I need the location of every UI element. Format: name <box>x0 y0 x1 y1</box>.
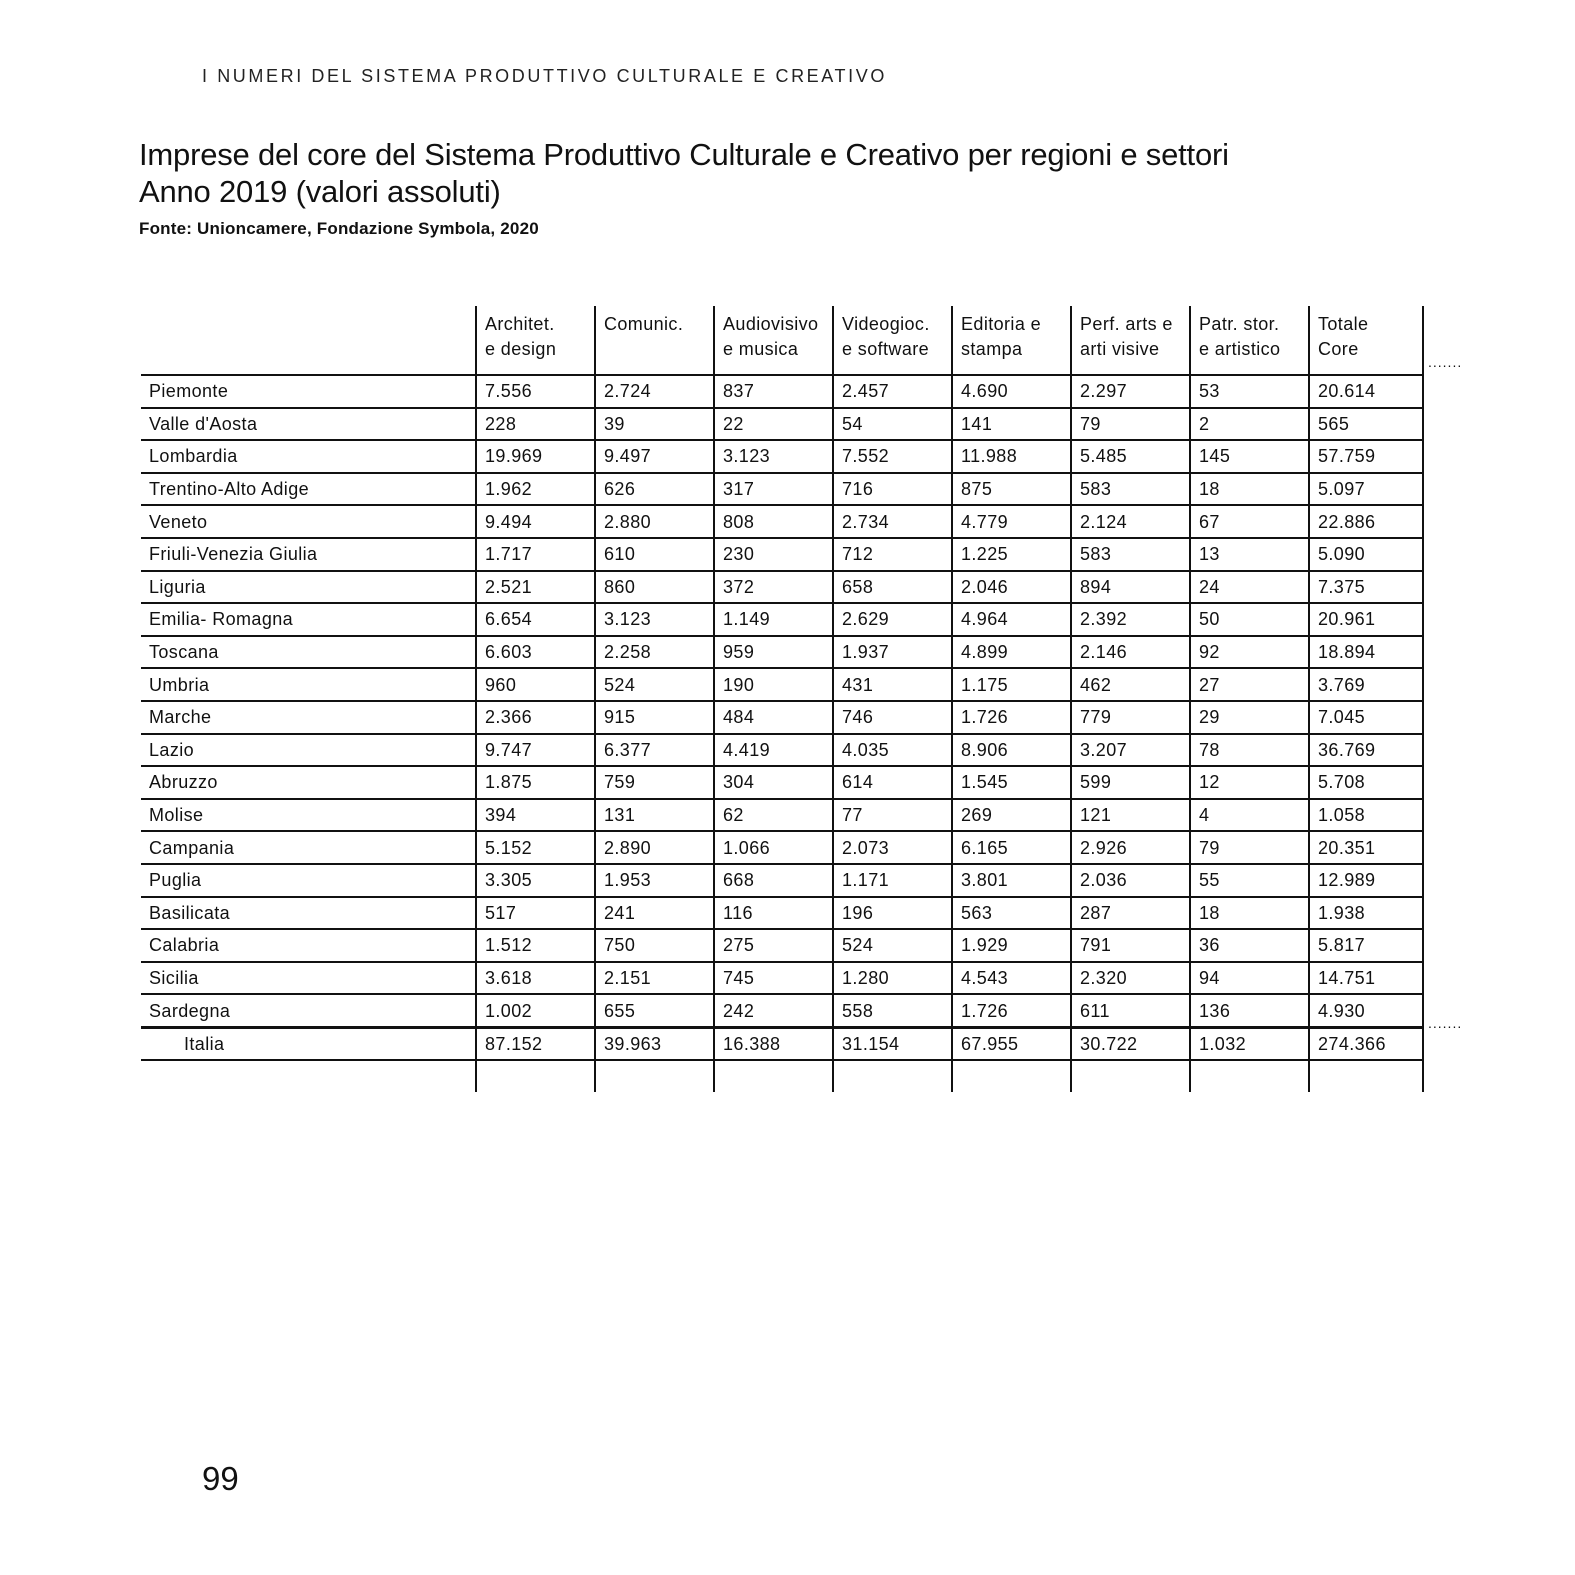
value-cell: 19.969 <box>476 440 595 473</box>
column-header-line-2: stampa <box>961 339 1023 359</box>
table-row <box>141 538 1423 571</box>
value-cell: 1.058 <box>1309 799 1423 832</box>
value-cell: 791 <box>1071 929 1190 962</box>
value-cell: 3.305 <box>476 864 595 897</box>
value-cell: 4.690 <box>952 375 1071 408</box>
column-header-line-2: arti visive <box>1080 339 1160 359</box>
value-cell: 1.175 <box>952 668 1071 701</box>
value-cell: 2.926 <box>1071 831 1190 864</box>
value-cell: 2.036 <box>1071 864 1190 897</box>
column-header <box>595 306 714 375</box>
region-cell: Piemonte <box>141 375 476 408</box>
value-cell: 558 <box>833 994 952 1027</box>
table-header <box>141 306 1423 375</box>
table-row <box>141 701 1423 734</box>
value-cell: 92 <box>1190 636 1309 669</box>
value-cell: 1.953 <box>595 864 714 897</box>
value-cell: 2.320 <box>1071 962 1190 995</box>
value-cell: 6.603 <box>476 636 595 669</box>
region-cell: Basilicata <box>141 897 476 930</box>
value-cell: 78 <box>1190 734 1309 767</box>
value-cell: 1.875 <box>476 766 595 799</box>
value-cell: 524 <box>595 668 714 701</box>
value-cell: 2.521 <box>476 571 595 604</box>
value-cell: 9.747 <box>476 734 595 767</box>
value-cell: 18 <box>1190 897 1309 930</box>
value-cell: 230 <box>714 538 833 571</box>
value-cell: 3.801 <box>952 864 1071 897</box>
value-cell: 20.961 <box>1309 603 1423 636</box>
value-cell: 54 <box>833 408 952 441</box>
value-cell: 1.726 <box>952 994 1071 1027</box>
value-cell: 31.154 <box>833 1027 952 1060</box>
table-row <box>141 408 1423 441</box>
value-cell: 2.457 <box>833 375 952 408</box>
column-header-line-2: e design <box>485 339 557 359</box>
region-cell: Molise <box>141 799 476 832</box>
value-cell: 2.392 <box>1071 603 1190 636</box>
value-cell: 77 <box>833 799 952 832</box>
value-cell: 745 <box>714 962 833 995</box>
value-cell: 517 <box>476 897 595 930</box>
value-cell: 67.955 <box>952 1027 1071 1060</box>
value-cell: 36.769 <box>1309 734 1423 767</box>
value-cell: 583 <box>1071 473 1190 506</box>
value-cell: 712 <box>833 538 952 571</box>
empty-cell <box>952 1060 1071 1092</box>
table-row <box>141 929 1423 962</box>
value-cell: 87.152 <box>476 1027 595 1060</box>
value-cell: 4 <box>1190 799 1309 832</box>
column-header-line-1: Architet. <box>485 314 555 334</box>
value-cell: 136 <box>1190 994 1309 1027</box>
column-header-line-1: Videogioc. <box>842 314 930 334</box>
value-cell: 808 <box>714 505 833 538</box>
value-cell: 4.419 <box>714 734 833 767</box>
data-table-container <box>141 306 1424 1092</box>
empty-cell <box>476 1060 595 1092</box>
table-row <box>141 636 1423 669</box>
value-cell: 2.146 <box>1071 636 1190 669</box>
value-cell: 190 <box>714 668 833 701</box>
value-cell: 1.512 <box>476 929 595 962</box>
value-cell: 4.779 <box>952 505 1071 538</box>
region-cell: Abruzzo <box>141 766 476 799</box>
value-cell: 1.726 <box>952 701 1071 734</box>
value-cell: 759 <box>595 766 714 799</box>
region-cell: Trentino-Alto Adige <box>141 473 476 506</box>
region-cell: Italia <box>141 1027 476 1060</box>
value-cell: 145 <box>1190 440 1309 473</box>
value-cell: 524 <box>833 929 952 962</box>
value-cell: 5.485 <box>1071 440 1190 473</box>
value-cell: 655 <box>595 994 714 1027</box>
value-cell: 20.614 <box>1309 375 1423 408</box>
value-cell: 565 <box>1309 408 1423 441</box>
value-cell: 14.751 <box>1309 962 1423 995</box>
region-cell: Lombardia <box>141 440 476 473</box>
empty-cell <box>595 1060 714 1092</box>
empty-cell <box>714 1060 833 1092</box>
value-cell: 1.066 <box>714 831 833 864</box>
value-cell: 5.152 <box>476 831 595 864</box>
table-row <box>141 440 1423 473</box>
value-cell: 563 <box>952 897 1071 930</box>
value-cell: 196 <box>833 897 952 930</box>
table-row <box>141 505 1423 538</box>
value-cell: 5.090 <box>1309 538 1423 571</box>
value-cell: 4.035 <box>833 734 952 767</box>
value-cell: 5.817 <box>1309 929 1423 962</box>
value-cell: 1.280 <box>833 962 952 995</box>
value-cell: 317 <box>714 473 833 506</box>
value-cell: 7.045 <box>1309 701 1423 734</box>
value-cell: 1.002 <box>476 994 595 1027</box>
value-cell: 18 <box>1190 473 1309 506</box>
region-cell: Puglia <box>141 864 476 897</box>
value-cell: 7.552 <box>833 440 952 473</box>
value-cell: 611 <box>1071 994 1190 1027</box>
value-cell: 599 <box>1071 766 1190 799</box>
value-cell: 5.097 <box>1309 473 1423 506</box>
table-row <box>141 603 1423 636</box>
region-cell: Calabria <box>141 929 476 962</box>
leader-dots-bottom: ....... <box>1428 1015 1463 1031</box>
region-header <box>141 306 476 375</box>
value-cell: 16.388 <box>714 1027 833 1060</box>
value-cell: 1.937 <box>833 636 952 669</box>
value-cell: 274.366 <box>1309 1027 1423 1060</box>
table-row <box>141 994 1423 1027</box>
table-row <box>141 766 1423 799</box>
region-cell: Umbria <box>141 668 476 701</box>
empty-cell <box>833 1060 952 1092</box>
value-cell: 484 <box>714 701 833 734</box>
table-row <box>141 831 1423 864</box>
value-cell: 269 <box>952 799 1071 832</box>
column-header-line-1: Patr. stor. <box>1199 314 1280 334</box>
leader-dots-top: ....... <box>1428 354 1463 370</box>
value-cell: 746 <box>833 701 952 734</box>
value-cell: 372 <box>714 571 833 604</box>
table-row <box>141 473 1423 506</box>
value-cell: 30.722 <box>1071 1027 1190 1060</box>
value-cell: 53 <box>1190 375 1309 408</box>
table-row <box>141 962 1423 995</box>
value-cell: 18.894 <box>1309 636 1423 669</box>
column-header-line-1: Audiovisivo <box>723 314 819 334</box>
value-cell: 3.123 <box>714 440 833 473</box>
running-head: I NUMERI DEL SISTEMA PRODUTTIVO CULTURALE E CREATIVO <box>202 66 887 86</box>
value-cell: 5.708 <box>1309 766 1423 799</box>
empty-cell <box>1190 1060 1309 1092</box>
value-cell: 960 <box>476 668 595 701</box>
value-cell: 668 <box>714 864 833 897</box>
region-cell: Sicilia <box>141 962 476 995</box>
value-cell: 36 <box>1190 929 1309 962</box>
value-cell: 22.886 <box>1309 505 1423 538</box>
value-cell: 228 <box>476 408 595 441</box>
table-title-line-2: Anno 2019 (valori assoluti) <box>139 174 501 209</box>
value-cell: 1.032 <box>1190 1027 1309 1060</box>
value-cell: 304 <box>714 766 833 799</box>
value-cell: 39.963 <box>595 1027 714 1060</box>
table-body <box>141 375 1423 1092</box>
value-cell: 22 <box>714 408 833 441</box>
value-cell: 55 <box>1190 864 1309 897</box>
value-cell: 1.717 <box>476 538 595 571</box>
column-header <box>1190 306 1309 375</box>
empty-cell <box>141 1060 476 1092</box>
value-cell: 3.207 <box>1071 734 1190 767</box>
value-cell: 2.297 <box>1071 375 1190 408</box>
value-cell: 9.494 <box>476 505 595 538</box>
empty-row <box>141 1060 1423 1092</box>
region-cell: Liguria <box>141 571 476 604</box>
value-cell: 2.124 <box>1071 505 1190 538</box>
value-cell: 121 <box>1071 799 1190 832</box>
value-cell: 959 <box>714 636 833 669</box>
value-cell: 1.171 <box>833 864 952 897</box>
value-cell: 141 <box>952 408 1071 441</box>
value-cell: 1.149 <box>714 603 833 636</box>
value-cell: 50 <box>1190 603 1309 636</box>
region-cell: Veneto <box>141 505 476 538</box>
value-cell: 915 <box>595 701 714 734</box>
table-source: Fonte: Unioncamere, Fondazione Symbola, 2020 <box>139 219 539 238</box>
region-cell: Emilia- Romagna <box>141 603 476 636</box>
region-cell: Campania <box>141 831 476 864</box>
value-cell: 94 <box>1190 962 1309 995</box>
region-cell: Friuli-Venezia Giulia <box>141 538 476 571</box>
column-header <box>833 306 952 375</box>
value-cell: 658 <box>833 571 952 604</box>
value-cell: 4.964 <box>952 603 1071 636</box>
value-cell: 614 <box>833 766 952 799</box>
value-cell: 875 <box>952 473 1071 506</box>
value-cell: 894 <box>1071 571 1190 604</box>
value-cell: 67 <box>1190 505 1309 538</box>
value-cell: 29 <box>1190 701 1309 734</box>
value-cell: 79 <box>1190 831 1309 864</box>
table-title <box>139 136 1459 210</box>
region-cell: Toscana <box>141 636 476 669</box>
table-row <box>141 897 1423 930</box>
value-cell: 4.930 <box>1309 994 1423 1027</box>
value-cell: 3.769 <box>1309 668 1423 701</box>
column-header <box>952 306 1071 375</box>
value-cell: 2.880 <box>595 505 714 538</box>
value-cell: 6.654 <box>476 603 595 636</box>
value-cell: 27 <box>1190 668 1309 701</box>
value-cell: 3.618 <box>476 962 595 995</box>
table-row <box>141 668 1423 701</box>
table-row <box>141 375 1423 408</box>
column-header-line-2: Core <box>1318 339 1359 359</box>
value-cell: 9.497 <box>595 440 714 473</box>
value-cell: 4.899 <box>952 636 1071 669</box>
value-cell: 716 <box>833 473 952 506</box>
value-cell: 2.734 <box>833 505 952 538</box>
value-cell: 6.377 <box>595 734 714 767</box>
value-cell: 79 <box>1071 408 1190 441</box>
value-cell: 2.258 <box>595 636 714 669</box>
value-cell: 1.225 <box>952 538 1071 571</box>
value-cell: 2.151 <box>595 962 714 995</box>
data-table <box>141 306 1424 1092</box>
empty-cell <box>1309 1060 1423 1092</box>
value-cell: 242 <box>714 994 833 1027</box>
value-cell: 462 <box>1071 668 1190 701</box>
value-cell: 7.375 <box>1309 571 1423 604</box>
value-cell: 57.759 <box>1309 440 1423 473</box>
value-cell: 1.962 <box>476 473 595 506</box>
table-row <box>141 571 1423 604</box>
value-cell: 8.906 <box>952 734 1071 767</box>
value-cell: 1.545 <box>952 766 1071 799</box>
region-cell: Sardegna <box>141 994 476 1027</box>
value-cell: 39 <box>595 408 714 441</box>
value-cell: 11.988 <box>952 440 1071 473</box>
value-cell: 431 <box>833 668 952 701</box>
value-cell: 287 <box>1071 897 1190 930</box>
empty-cell <box>1071 1060 1190 1092</box>
value-cell: 2.890 <box>595 831 714 864</box>
value-cell: 626 <box>595 473 714 506</box>
column-header-line-2: e artistico <box>1199 339 1281 359</box>
value-cell: 13 <box>1190 538 1309 571</box>
column-header <box>1309 306 1423 375</box>
value-cell: 583 <box>1071 538 1190 571</box>
value-cell: 275 <box>714 929 833 962</box>
value-cell: 837 <box>714 375 833 408</box>
column-header-line-1: Editoria e <box>961 314 1042 334</box>
value-cell: 3.123 <box>595 603 714 636</box>
column-header-line-2: e software <box>842 339 930 359</box>
column-header <box>1071 306 1190 375</box>
value-cell: 4.543 <box>952 962 1071 995</box>
value-cell: 20.351 <box>1309 831 1423 864</box>
value-cell: 6.165 <box>952 831 1071 864</box>
page-number: 99 <box>202 1460 239 1497</box>
header-row <box>141 306 1423 375</box>
value-cell: 1.938 <box>1309 897 1423 930</box>
value-cell: 1.929 <box>952 929 1071 962</box>
region-cell: Lazio <box>141 734 476 767</box>
value-cell: 62 <box>714 799 833 832</box>
table-row <box>141 864 1423 897</box>
value-cell: 2.046 <box>952 571 1071 604</box>
value-cell: 2.073 <box>833 831 952 864</box>
column-header-line-1: Comunic. <box>604 314 684 334</box>
value-cell: 2.366 <box>476 701 595 734</box>
value-cell: 24 <box>1190 571 1309 604</box>
value-cell: 610 <box>595 538 714 571</box>
value-cell: 779 <box>1071 701 1190 734</box>
value-cell: 2.629 <box>833 603 952 636</box>
column-header-line-1: Totale <box>1318 314 1369 334</box>
value-cell: 2 <box>1190 408 1309 441</box>
total-row <box>141 1027 1423 1060</box>
value-cell: 116 <box>714 897 833 930</box>
column-header <box>476 306 595 375</box>
column-header <box>714 306 833 375</box>
region-cell: Valle d'Aosta <box>141 408 476 441</box>
value-cell: 394 <box>476 799 595 832</box>
table-row <box>141 799 1423 832</box>
region-cell: Marche <box>141 701 476 734</box>
table-title-line-1: Imprese del core del Sistema Produttivo Culturale e Creativo per regioni e settori <box>139 137 1229 172</box>
value-cell: 750 <box>595 929 714 962</box>
column-header-line-2: e musica <box>723 339 799 359</box>
column-header-line-1: Perf. arts e <box>1080 314 1173 334</box>
value-cell: 12.989 <box>1309 864 1423 897</box>
value-cell: 860 <box>595 571 714 604</box>
value-cell: 7.556 <box>476 375 595 408</box>
value-cell: 2.724 <box>595 375 714 408</box>
value-cell: 241 <box>595 897 714 930</box>
table-row <box>141 734 1423 767</box>
value-cell: 131 <box>595 799 714 832</box>
value-cell: 12 <box>1190 766 1309 799</box>
